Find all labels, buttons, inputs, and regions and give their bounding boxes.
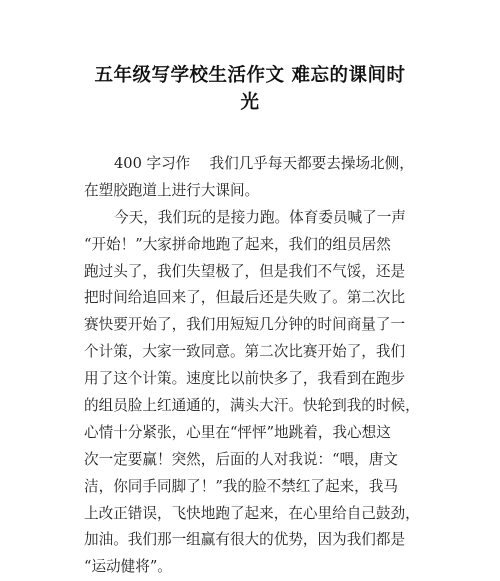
essay-line: 的组员脸上红通通的，满头大汗。快轮到我的时候， bbox=[84, 397, 420, 415]
essay-line: 跑过头了，我们失望极了，但是我们不气馁，还是 bbox=[84, 262, 406, 280]
essay-body bbox=[84, 151, 424, 581]
essay-line: “运动健将”。 bbox=[84, 558, 172, 576]
essay-line: 加油。我们那一组赢有很大的优势，因为我们都是 bbox=[84, 531, 406, 549]
essay-line: “开始！”大家拼命地跑了起来，我们的组员居然 bbox=[84, 235, 391, 253]
essay-line: 上改正错误，飞快地跑了起来，在心里给自己鼓劲， bbox=[84, 504, 420, 522]
essay-line: 在塑胶跑道上进行大课间。 bbox=[84, 181, 260, 199]
essay-line: 400 字习作 我们几乎每天都要去操场北侧， bbox=[114, 155, 414, 172]
essay-line: 用了这个计策。速度比以前快多了，我看到在跑步 bbox=[84, 370, 406, 388]
title-line-1: 五年级写学校生活作文 难忘的课间时 bbox=[94, 65, 406, 86]
essay-line: 个计策，大家一致同意。第二次比赛开始了，我们 bbox=[84, 343, 406, 361]
title-line-2: 光 bbox=[240, 91, 260, 113]
document-title bbox=[60, 62, 440, 116]
essay-line: 赛快要开始了，我们用短短几分钟的时间商量了一 bbox=[84, 316, 406, 334]
essay-line: 洁，你同手同脚了！”我的脸不禁红了起来，我马 bbox=[84, 477, 398, 495]
essay-line: 把时间给追回来了，但最后还是失败了。第二次比 bbox=[84, 289, 406, 307]
essay-line: 心情十分紧张，心里在“怦怦”地跳着，我心想这 bbox=[84, 423, 391, 441]
essay-line: 次一定要赢！突然，后面的人对我说：“喂，唐文 bbox=[84, 450, 398, 468]
essay-line: 今天，我们玩的是接力跑。体育委员喊了一声 bbox=[114, 208, 406, 226]
